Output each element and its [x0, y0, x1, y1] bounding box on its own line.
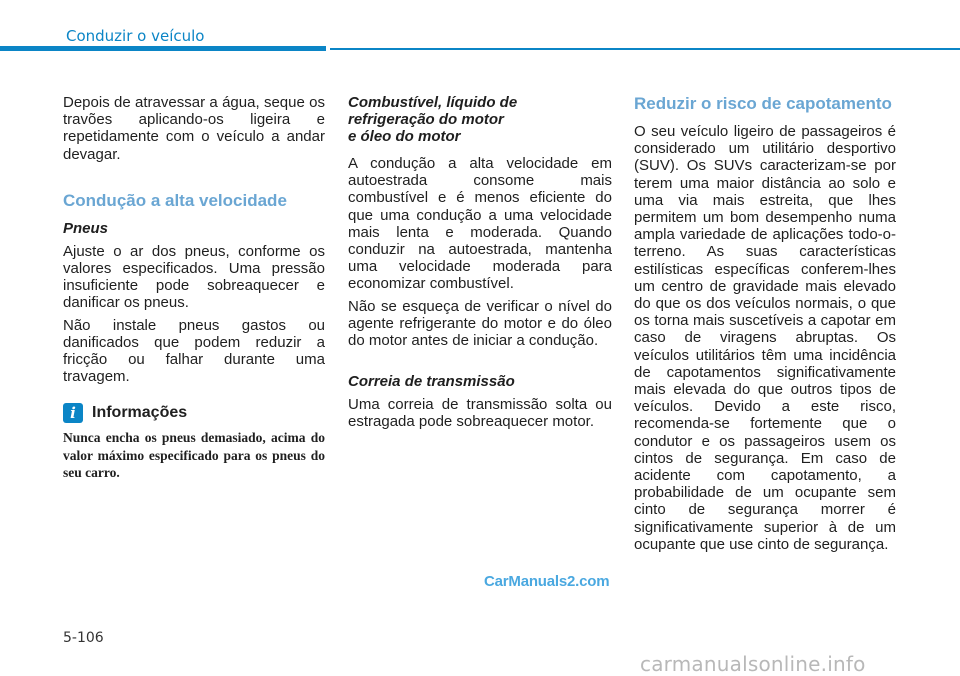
column-left	[63, 94, 325, 481]
watermark-text: CarManuals2.com	[484, 573, 610, 590]
footer-watermark-link[interactable]: carmanualsonline.info	[640, 652, 866, 676]
tyres-paragraph-2: Não instale pneus gastos ou danificados que podem reduzir a fricção ou falhar durante uma travagem.	[63, 316, 325, 386]
fuel-paragraph-1: A condução a alta velocidade em autoestrada consome mais combustível e é menos eficiente do que uma condução a uma velocidade mais lenta e moderada. Quando conduzir na autoestrada, mantenha uma velocidade moderada para economizar combustível.	[348, 155, 612, 293]
info-note: Nunca encha os pneus demasiado, acima do valor máximo especificado para os pneus do seu carro.	[63, 430, 325, 481]
belt-subheading: Correia de transmissão	[348, 373, 515, 391]
tyres-subheading: Pneus	[63, 219, 109, 237]
tyres-paragraph-1: Ajuste o ar dos pneus, conforme os valores especificados. Uma pressão insuficiente pode sobreaquecer e danificar os pneus.	[63, 242, 325, 312]
high-speed-heading: Condução a alta velocidade	[63, 190, 287, 210]
intro-paragraph: Depois de atravessar a água, seque os travões aplicando-os ligeira e repetidamente com o veículo a andar devagar.	[63, 94, 325, 163]
info-icon: i	[63, 403, 83, 423]
rollover-heading: Reduzir o risco de capotamento	[634, 94, 892, 113]
info-box-header	[63, 403, 325, 423]
rollover-paragraph: O seu veículo ligeiro de passageiros é considerado um utilitário desportivo (SUV). Os SUVs caracterizam-se por terem uma maior distância ao solo e uma via mais estreita, que lhes permitem um bom desempenho numa ampla variedade de aplicações todo-o-terreno. As suas características estilísticas específicas conferem-lhes um centro de gravidade mais elevado do que os dos veículos normais, o que os torna mais suscetíveis a capotar em caso de viragens abruptas. Os veículos utilitários têm uma incidência de capotamentos significativamente mais elevada do que outros tipos de veículos. Devido a este risco, recomenda-se fortemente que o condutor e os passageiros usem os cintos de segurança. Em caso de acidente com capotamento, a probabilidade de um ocupante sem cinto de segurança morrer é significativamente superior à de um ocupante que use cinto de segurança.	[634, 123, 896, 553]
column-middle	[348, 94, 612, 436]
fuel-subheading-line-3: e óleo do motor	[348, 128, 461, 145]
page-number: 5-106	[63, 630, 104, 646]
header-rule-thick	[0, 46, 326, 51]
info-title: Informações	[92, 404, 188, 422]
header-rule-thin	[330, 48, 960, 50]
fuel-subheading-line-2: refrigeração do motor	[348, 111, 504, 128]
section-title: Conduzir o veículo	[66, 27, 205, 45]
column-right	[634, 94, 896, 558]
fuel-paragraph-2: Não se esqueça de verificar o nível do agente refrigerante do motor e do óleo do motor antes de iniciar a condução.	[348, 297, 612, 350]
belt-paragraph: Uma correia de transmissão solta ou estragada pode sobreaquecer motor.	[348, 396, 612, 431]
fuel-subheading	[348, 94, 612, 145]
fuel-subheading-line-1: Combustível, líquido de	[348, 94, 518, 111]
